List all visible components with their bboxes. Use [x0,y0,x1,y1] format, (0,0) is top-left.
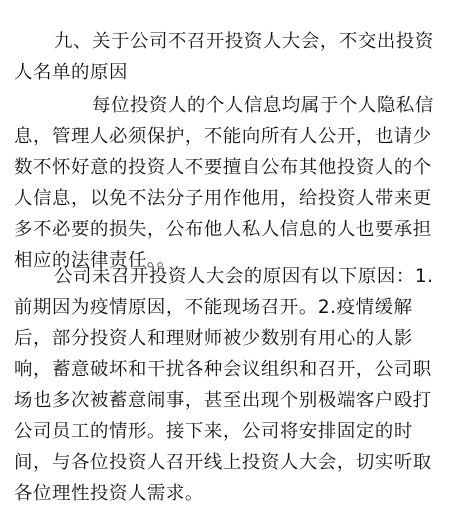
paragraph2-line-7: 间，与各位投资人召开线上投资人大会，切实听取 [14,452,432,473]
paragraph2-line-1: 公司未召开投资人大会的原因有以下原因：1. [54,266,434,287]
paragraph2-line-3: 后，部分投资人和理财师被少数别有用心的人影 [14,328,413,349]
paragraph1-line-6: 相应的法律责任。。 [14,250,176,271]
section-heading-line-2: 人名单的原因 [14,62,128,83]
paragraph2-line-4: 响，蓄意破坏和干扰各种会议组织和召开，公司职 [14,359,432,380]
paragraph1-line-3: 数不怀好意的投资人不要擅自公布其他投资人的个 [14,157,432,178]
section-heading-line-1: 九、关于公司不召开投资人大会，不交出投资 [54,31,434,52]
paragraph1-line-5: 多不必要的损失，公布他人私人信息的人也要承担 [14,219,432,240]
paragraph2-line-5: 场也多次被蓄意闹事，甚至出现个别极端客户殴打 [14,390,432,411]
paragraph2-line-6: 公司员工的情形。接下来，公司将安排固定的时 [14,421,413,442]
paragraph2-line-2: 前期因为疫情原因，不能现场召开。2.疫情缓解 [14,297,413,318]
paragraph1-line-2: 息，管理人必须保护，不能向所有人公开，也请少 [14,126,432,147]
paragraph1-line-4: 人信息，以免不法分子用作他用，给投资人带来更 [14,188,432,209]
paragraph2-line-8: 各位理性投资人需求。 [14,483,204,504]
paragraph1-line-1: 每位投资人的个人信息均属于个人隐私信 [92,95,434,116]
